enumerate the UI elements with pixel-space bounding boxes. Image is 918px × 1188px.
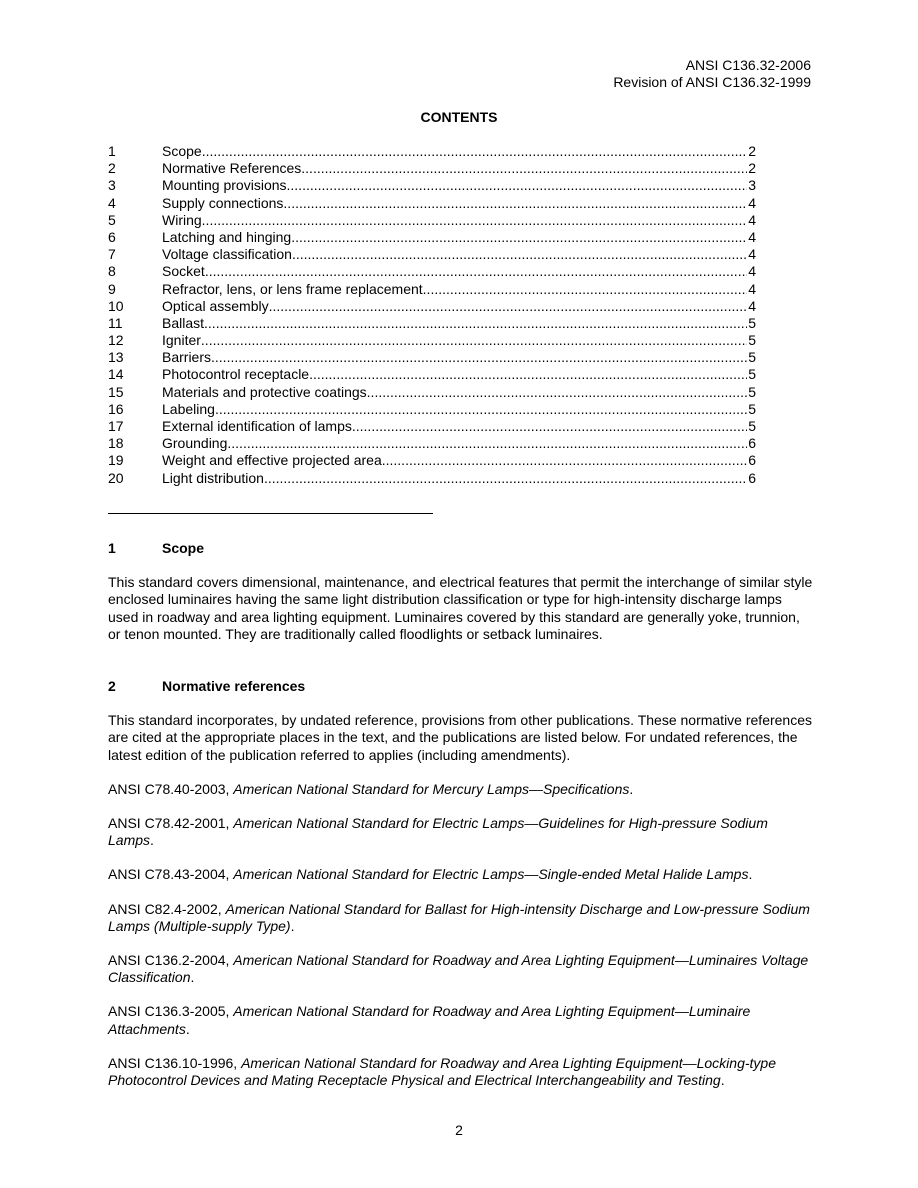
toc-entry-title: Photocontrol receptacle <box>162 366 310 383</box>
toc-dot-leader <box>227 435 747 452</box>
standard-id: ANSI C136.32-2006 <box>685 57 811 73</box>
toc-dot-leader <box>287 177 748 194</box>
toc-entry-page: 5 <box>748 314 756 331</box>
toc-entry-title: Wiring <box>162 211 202 228</box>
toc-entry-page: 4 <box>748 211 756 228</box>
toc-dot-leader <box>204 315 747 332</box>
toc-dot-leader <box>382 452 747 469</box>
reference-list <box>108 781 814 1089</box>
section-normative-references <box>108 678 814 1089</box>
toc-entry-page: 3 <box>748 177 756 194</box>
reference-code: ANSI C78.42-2001, <box>108 815 234 832</box>
toc-entry-title: Weight and effective projected area <box>162 452 382 469</box>
revision-note: Revision of ANSI C136.32-1999 <box>613 74 811 91</box>
toc-entry-number: 19 <box>108 452 124 469</box>
reference-title: American National Standard for Electric Lamps—Single-ended Metal Halide Lamps <box>233 866 749 883</box>
toc-entry-title: Ballast <box>162 314 205 331</box>
toc-entry-title: Refractor, lens, or lens frame replacement <box>162 280 423 297</box>
reference-code: ANSI C136.10-1996, <box>108 1054 242 1071</box>
toc-entry-title: Materials and protective coatings <box>162 383 367 400</box>
reference-entry <box>108 781 814 798</box>
toc-dot-leader <box>309 366 747 383</box>
section-scope <box>108 540 814 643</box>
toc-dot-leader <box>211 349 747 366</box>
toc-entry-page: 5 <box>748 366 756 383</box>
toc-dot-leader <box>215 401 747 418</box>
toc-entry-number: 8 <box>108 263 116 280</box>
document-header <box>613 57 811 91</box>
toc-entry-page: 4 <box>748 228 756 245</box>
section-heading <box>108 540 814 557</box>
reference-entry <box>108 952 814 986</box>
toc-dot-leader <box>367 384 748 401</box>
toc-entry[interactable] <box>108 212 756 229</box>
reference-entry <box>108 901 814 935</box>
toc-entry-page: 6 <box>748 435 756 452</box>
toc-entry[interactable] <box>108 384 756 401</box>
toc-entry-number: 5 <box>108 211 116 228</box>
reference-code: ANSI C136.2-2004, <box>108 952 234 969</box>
toc-entry-number: 14 <box>108 366 124 383</box>
toc-entry-number: 7 <box>108 246 116 263</box>
toc-entry-title: Barriers <box>162 349 212 366</box>
toc-entry[interactable] <box>108 143 756 160</box>
toc-entry-number: 10 <box>108 297 124 314</box>
toc-entry-number: 15 <box>108 383 124 400</box>
reference-code: ANSI C136.3-2005, <box>108 1003 234 1020</box>
toc-entry[interactable] <box>108 298 756 315</box>
toc-dot-leader <box>292 246 747 263</box>
page-number: 2 <box>455 1122 463 1138</box>
toc-entry-page: 2 <box>748 160 756 177</box>
toc-dot-leader <box>352 418 747 435</box>
reference-end: . <box>185 1020 190 1037</box>
toc-entry-number: 20 <box>108 469 124 486</box>
toc-entry-title: External identification of lamps <box>162 418 352 434</box>
toc-entry-number: 13 <box>108 349 124 366</box>
toc-entry[interactable] <box>108 401 756 418</box>
toc-entry-page: 6 <box>748 469 756 486</box>
toc-entry[interactable] <box>108 195 756 212</box>
reference-entry <box>108 1003 814 1037</box>
reference-end: . <box>720 1072 725 1089</box>
toc-entry-page: 4 <box>748 194 756 211</box>
toc-entry[interactable] <box>108 229 756 246</box>
toc-entry-title: Normative References <box>162 160 302 177</box>
toc-dot-leader <box>283 195 747 212</box>
reference-end: . <box>290 917 295 934</box>
toc-entry-title: Igniter <box>162 332 201 349</box>
toc-entry-title: Light distribution <box>162 469 264 486</box>
toc-entry-number: 17 <box>108 418 124 434</box>
toc-entry-number: 1 <box>108 143 116 159</box>
toc-entry-page: 2 <box>748 143 756 159</box>
toc-entry-title: Grounding <box>162 435 228 452</box>
reference-end: . <box>629 780 634 797</box>
reference-title: American National Standard for Mercury Lamps—Specifications <box>233 780 630 797</box>
toc-entry[interactable] <box>108 281 756 298</box>
reference-entry <box>108 1055 814 1089</box>
toc-dot-leader <box>291 229 747 246</box>
contents-heading: CONTENTS <box>420 109 498 125</box>
toc-entry-number: 2 <box>108 160 116 177</box>
section-paragraph: This standard covers dimensional, maintenance, and electrical features that permit the interchange of similar style enclosed luminaires having the same light distribution classification or type for high-intensity discharge lamps used in roadway and area lighting equipment. Luminaires covered by this standard are generally yoke, trunnion, or tenon mounted. They are traditionally called floodlights or setback luminaires. <box>108 574 813 642</box>
toc-entry-page: 5 <box>748 383 756 400</box>
toc-entry-page: 5 <box>748 349 756 366</box>
section-title: Normative references <box>162 678 306 694</box>
toc-entry-page: 4 <box>748 246 756 263</box>
toc-entry[interactable] <box>108 332 756 349</box>
reference-title: American National Standard for Roadway and Area Lighting Equipment—Luminaires Voltage Classification <box>108 952 809 986</box>
toc-dot-leader <box>201 332 747 349</box>
toc-entry-page: 6 <box>748 452 756 469</box>
toc-entry-number: 16 <box>108 400 124 417</box>
reference-entry <box>108 866 814 883</box>
toc-entry-number: 11 <box>108 314 123 331</box>
toc-entry[interactable] <box>108 452 756 469</box>
toc-dot-leader <box>264 470 747 487</box>
toc-entry[interactable] <box>108 263 756 280</box>
toc-entry-page: 5 <box>748 332 756 349</box>
toc-entry-page: 4 <box>748 297 756 314</box>
toc-entry-page: 5 <box>748 400 756 417</box>
toc-dot-leader <box>301 160 747 177</box>
toc-entry-number: 12 <box>108 332 124 349</box>
toc-entry-number: 6 <box>108 228 116 245</box>
reference-end: . <box>748 866 753 883</box>
toc-entry-number: 4 <box>108 194 116 211</box>
toc-dot-leader <box>202 143 748 160</box>
reference-entry <box>108 815 814 849</box>
section-paragraph: This standard incorporates, by undated reference, provisions from other publications. These normative references are cited at the appropriate places in the text, and the publications are listed below. For undated references, the latest edition of the publication referred to applies (including amendments). <box>108 712 812 763</box>
toc-entry-title: Supply connections <box>162 194 284 211</box>
toc-entry[interactable] <box>108 246 756 263</box>
toc-entry[interactable] <box>108 418 756 435</box>
toc-entry-page: 4 <box>748 263 756 280</box>
toc-entry[interactable] <box>108 315 756 332</box>
reference-code: ANSI C78.40-2003, <box>108 780 234 797</box>
reference-end: . <box>150 832 154 849</box>
reference-title: American National Standard for Roadway and Area Lighting Equipment—Luminaire Attachments <box>108 1003 751 1037</box>
toc-entry[interactable] <box>108 177 756 194</box>
toc-entry-title: Mounting provisions <box>162 177 287 194</box>
reference-title: American National Standard for Electric Lamps—Guidelines for High-pressure Sodium Lamps <box>108 815 768 849</box>
toc-entry[interactable] <box>108 160 756 177</box>
toc-entry[interactable] <box>108 470 756 487</box>
reference-end: . <box>190 969 195 986</box>
section-number: 2 <box>108 678 116 694</box>
toc-dot-leader <box>202 212 748 229</box>
toc-entry[interactable] <box>108 349 756 366</box>
toc-entry[interactable] <box>108 366 756 383</box>
toc-dot-leader <box>423 281 748 298</box>
table-of-contents <box>108 143 756 487</box>
section-heading <box>108 678 814 695</box>
toc-entry-number: 18 <box>108 435 124 452</box>
section-number: 1 <box>108 540 116 556</box>
toc-entry-title: Socket <box>162 263 205 280</box>
toc-entry-number: 9 <box>108 280 116 297</box>
toc-entry-number: 3 <box>108 177 116 194</box>
toc-entry-page: 5 <box>748 418 756 434</box>
toc-entry[interactable] <box>108 435 756 452</box>
section-divider <box>108 513 433 514</box>
toc-dot-leader <box>205 263 747 280</box>
toc-entry-title: Voltage classification <box>162 246 292 263</box>
toc-entry-title: Labeling <box>162 400 215 417</box>
section-title: Scope <box>162 540 205 556</box>
reference-code: ANSI C82.4-2002, <box>108 900 226 917</box>
reference-title: American National Standard for Roadway and Area Lighting Equipment—Locking-type Photocontrol Devices and Mating Receptacle Physical and Electrical Interchangeability and Testing <box>108 1054 776 1089</box>
toc-entry-title: Optical assembly <box>162 297 269 314</box>
reference-code: ANSI C78.43-2004, <box>108 866 234 883</box>
toc-entry-page: 4 <box>748 280 756 297</box>
toc-dot-leader <box>269 298 748 315</box>
toc-entry-title: Latching and hinging <box>162 228 292 245</box>
reference-title: American National Standard for Ballast for High-intensity Discharge and Low-pressure Sodium Lamps (Multiple-supply Type) <box>108 900 810 934</box>
toc-entry-title: Scope <box>162 143 202 159</box>
